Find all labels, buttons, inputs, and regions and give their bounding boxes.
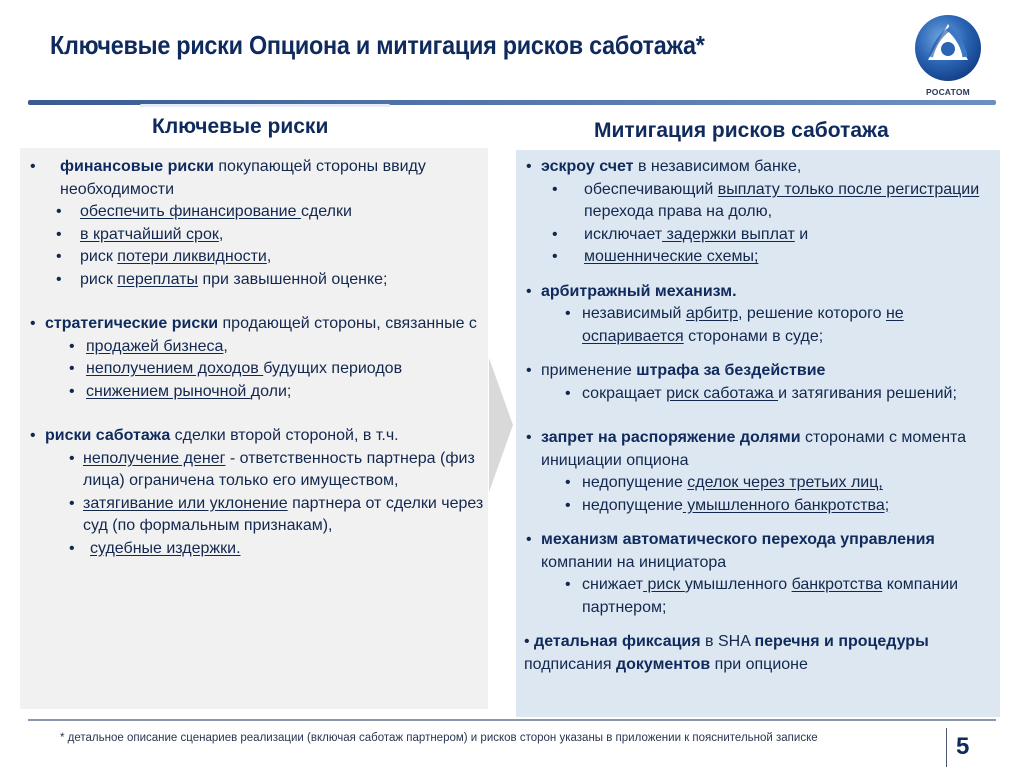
list-subitem: • затягивание или уклонение партнера от сделки через суд (по формальным признакам), xyxy=(20,493,490,538)
list-subitem: • обеспечивающий выплату только после регистрации перехода права на долю, xyxy=(516,179,1000,224)
list-subitem: • мошеннические схемы; xyxy=(516,246,1000,269)
spacer xyxy=(516,619,1000,631)
spacer xyxy=(516,405,1000,427)
spacer xyxy=(516,517,1000,529)
mitigation-list xyxy=(516,156,1000,676)
list-subitem: • риск переплаты при завышенной оценке; xyxy=(20,269,490,292)
footer-divider xyxy=(28,719,996,721)
spacer xyxy=(516,348,1000,360)
slide-title: Ключевые риски Опциона и митигация рисков саботажа* xyxy=(50,30,705,60)
list-subitem: • неполучение денег - ответственность партнера (физ лица) ограничена только его имуществом, xyxy=(20,448,490,493)
spacer xyxy=(20,403,490,425)
arrow-right-icon xyxy=(489,358,513,492)
rosatom-logo xyxy=(910,10,986,102)
list-subitem: • неполучением доходов будущих периодов xyxy=(20,358,490,381)
list-item: • арбитражный механизм. xyxy=(516,281,1000,304)
list-subitem: • независимый арбитр, решение которого не оспаривается сторонами в суде; xyxy=(516,303,1000,348)
list-subitem: • сокращает риск саботажа и затягивания решений; xyxy=(516,383,1000,406)
key-risks-list xyxy=(20,156,490,560)
list-item: • запрет на распоряжение долями сторонами с момента инициации опциона xyxy=(516,427,1000,472)
header-divider-highlight xyxy=(140,104,390,107)
footnote: * детальное описание сценариев реализации (включая саботаж партнером) и рисков сторон указаны в приложении к пояснительной записке xyxy=(60,732,818,744)
list-subitem: • снижением рыночной доли; xyxy=(20,381,490,404)
list-item: • риски саботажа сделки второй стороной, в т.ч. xyxy=(20,425,490,448)
spacer xyxy=(20,291,490,313)
list-subitem: • риск потери ликвидности, xyxy=(20,246,490,269)
list-subitem: • недопущение умышленного банкротства; xyxy=(516,495,1000,518)
list-subitem: • продажей бизнеса, xyxy=(20,336,490,359)
list-item: • эскроу счет в независимом банке, xyxy=(516,156,1000,179)
list-item: • механизм автоматического перехода управления компании на инициатора xyxy=(516,529,1000,574)
list-item: • финансовые риски покупающей стороны ввиду необходимости xyxy=(20,156,490,201)
list-subitem: • недопущение сделок через третьих лиц, xyxy=(516,472,1000,495)
list-subitem: • исключает задержки выплат и xyxy=(516,224,1000,247)
list-item: • детальная фиксация в SHA перечня и процедуры подписания документов при опционе xyxy=(524,633,929,673)
logo-text: РОСАТОМ xyxy=(926,87,970,97)
list-subitem: • судебные издержки. xyxy=(20,538,490,561)
list-item: • стратегические риски продающей стороны, связанные с xyxy=(20,313,490,336)
page-number-divider xyxy=(946,728,947,767)
right-column-heading: Митигация рисков саботажа xyxy=(594,119,889,142)
left-column-heading: Ключевые риски xyxy=(152,115,329,138)
rosatom-logo-icon xyxy=(910,10,986,86)
list-subitem: • снижает риск умышленного банкротства компании партнером; xyxy=(516,574,1000,619)
spacer xyxy=(516,269,1000,281)
list-subitem: • обеспечить финансирование сделки xyxy=(20,201,490,224)
list-item: • применение штрафа за бездействие xyxy=(516,360,1000,383)
page-number: 5 xyxy=(956,733,970,760)
list-subitem: • в кратчайший срок, xyxy=(20,224,490,247)
